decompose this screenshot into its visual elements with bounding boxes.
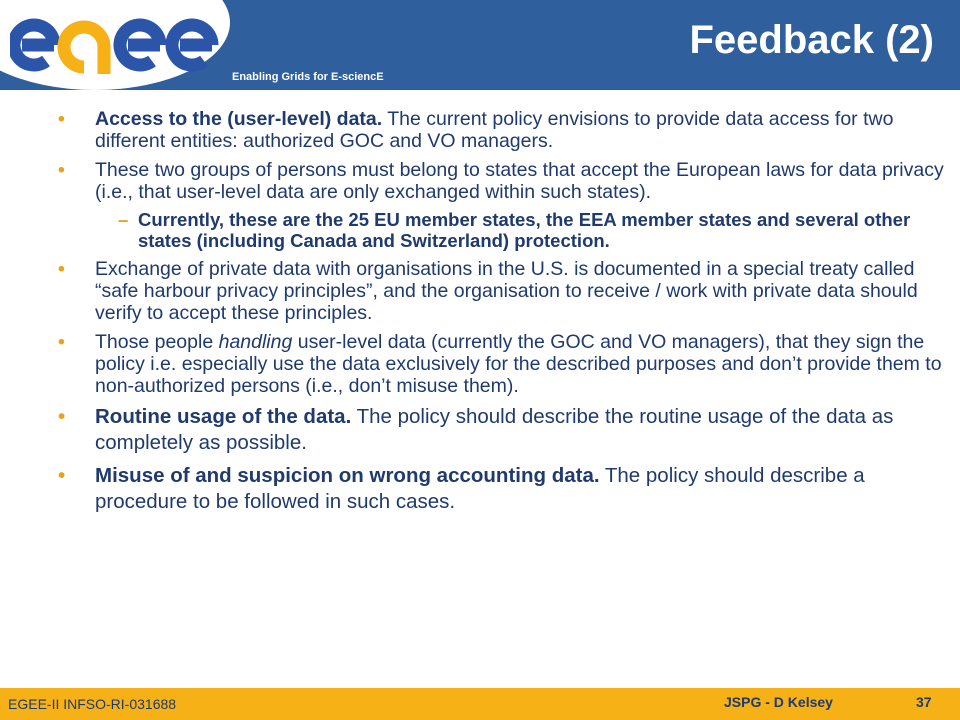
bullet-text: The policy should describe the routine usage of the data as completely as possible. — [95, 405, 894, 454]
bullet-item — [58, 258, 946, 324]
bullet-marker: • — [58, 405, 66, 428]
sub-bullet-item — [118, 209, 946, 251]
bullet-text: These two groups of persons must belong to states that accept the European laws for data privacy (i.e., that user-level data are only exchanged within such states). — [95, 159, 944, 203]
bullet-lead: Routine usage of the data. — [95, 405, 352, 428]
bullet-marker: • — [58, 159, 65, 181]
bullet-text-italic: handling — [218, 331, 293, 353]
tagline: Enabling Grids for E-sciencE — [232, 71, 384, 83]
bullet-lead: Misuse of and suspicion on wrong accounting data. — [95, 464, 600, 487]
bullet-text: The policy should describe a procedure to be followed in such cases. — [95, 464, 865, 513]
bullet-item — [58, 159, 946, 203]
slide-title: Feedback (2) — [689, 18, 934, 62]
bullet-text-pre: Those people — [95, 331, 219, 353]
bullet-marker: • — [58, 108, 65, 130]
bullet-marker: • — [58, 464, 66, 487]
bullet-text-post: user-level data (currently the GOC and VO managers), that they sign the policy i.e. especially use the data exclusively for the described purposes and don’t provide them to non-authorized persons (i.e., don’t misuse them). — [95, 331, 942, 397]
sub-bullet-marker: – — [118, 209, 129, 230]
slide-content — [58, 108, 946, 522]
egee-logo — [10, 14, 230, 76]
header-bar — [0, 0, 960, 90]
bullet-item — [58, 404, 946, 456]
bullet-item — [58, 463, 946, 515]
page-number: 37 — [916, 694, 932, 710]
sub-bullet-text: Currently, these are the 25 EU member states, the EEA member states and several other states (including Canada and Switzerland) protection. — [138, 209, 911, 251]
bullet-item — [58, 331, 946, 397]
footer-project-id: EGEE-II INFSO-RI-031688 — [8, 696, 177, 712]
footer-author: JSPG - D Kelsey — [724, 694, 833, 710]
footer-bar — [0, 688, 960, 720]
bullet-marker: • — [58, 258, 65, 280]
bullet-lead: Access to the (user-level) data. — [95, 108, 383, 130]
bullet-marker: • — [58, 331, 65, 353]
bullet-text: Exchange of private data with organisations in the U.S. is documented in a special treaty called “safe harbour privacy principles”, and the organisation to receive / work with private data should verify to accept these principles. — [95, 258, 918, 324]
bullet-text: The current policy envisions to provide data access for two different entities: authorized GOC and VO managers. — [95, 108, 894, 152]
bullet-item — [58, 108, 946, 152]
